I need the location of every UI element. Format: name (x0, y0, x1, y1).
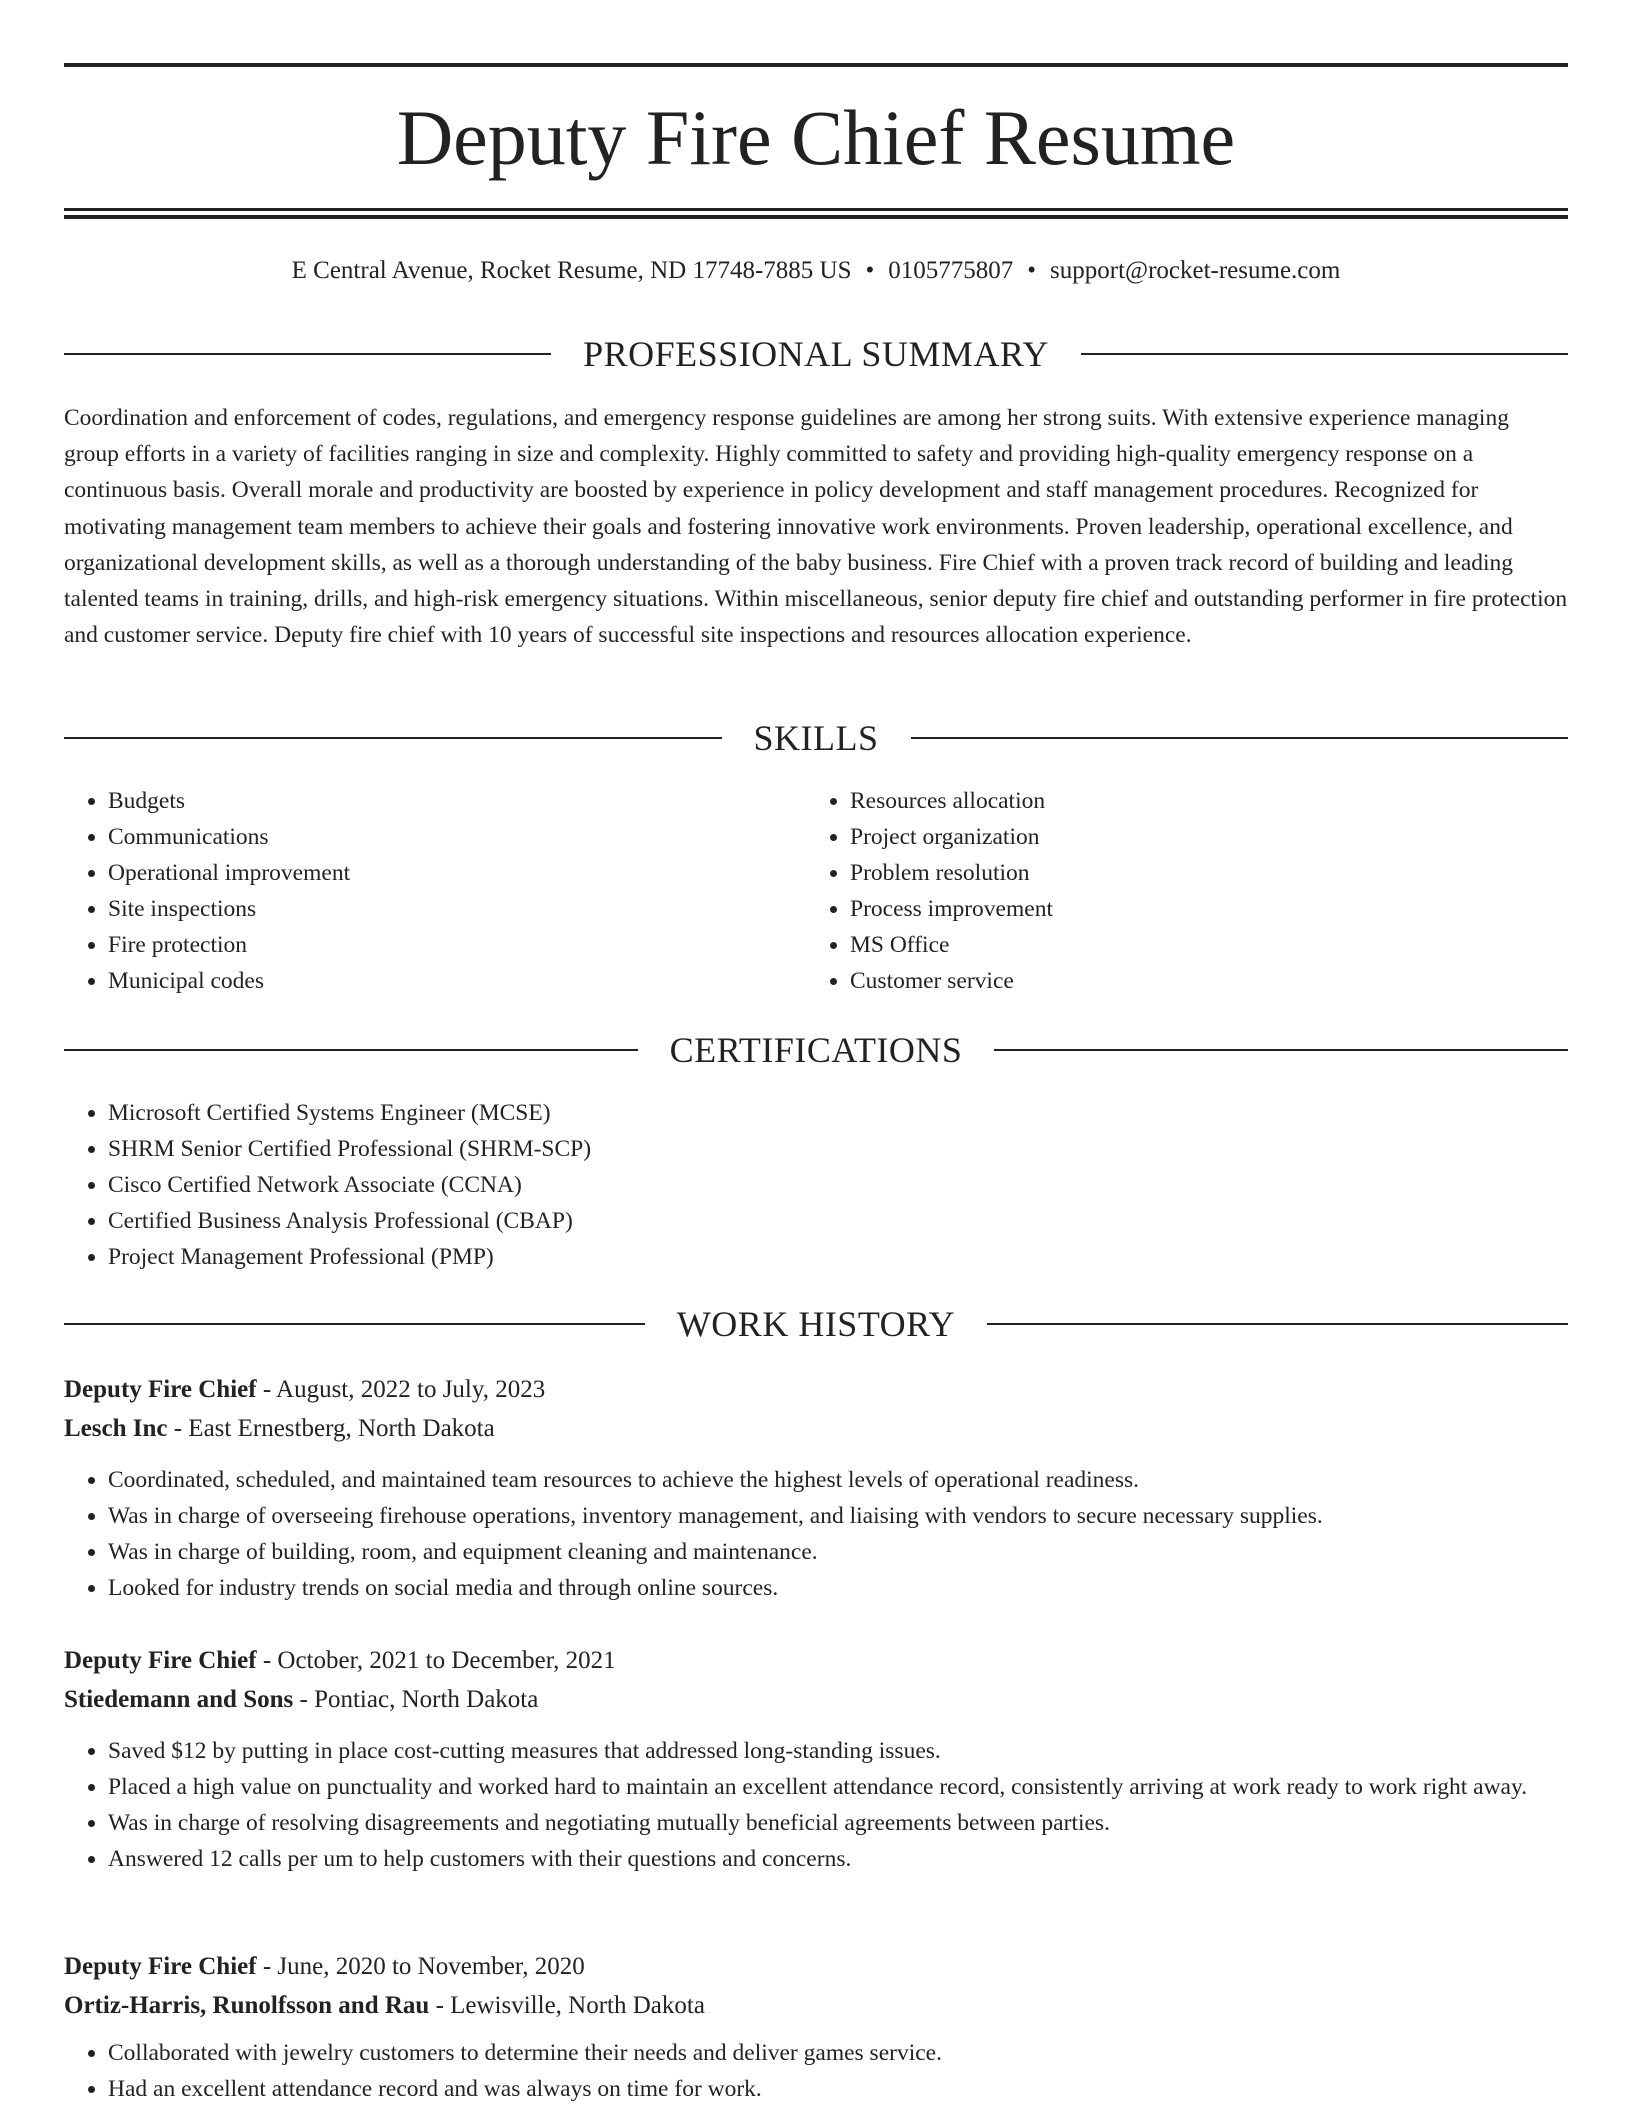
job-entry (64, 1641, 1568, 1877)
job-role: Deputy Fire Chief (64, 1953, 257, 1980)
list-item: • Had an excellent attendance record and was always on time for work. (108, 2071, 1568, 2107)
job-company-line (64, 1680, 1568, 1719)
section-rule (64, 353, 551, 355)
list-item: • Saved $12 by putting in place cost-cutting measures that addressed long-standing issues. (108, 1733, 1568, 1769)
job-company: Lesch Inc (64, 1415, 168, 1442)
section-title: SKILLS (753, 718, 879, 758)
job-entry (64, 1947, 1568, 2107)
job-company: Stiedemann and Sons (64, 1686, 294, 1713)
section-heading-work-history (64, 1302, 1568, 1346)
section-heading-certifications (64, 1028, 1568, 1072)
certifications-list (64, 1095, 1568, 1275)
list-item: • Problem resolution (850, 855, 1548, 891)
list-item: • Fire protection (108, 927, 806, 963)
job-company-line (64, 1409, 1568, 1448)
skills-column-left (64, 783, 806, 999)
list-item: • Coordinated, scheduled, and maintained team resources to achieve the highest levels of operational readiness. (108, 1462, 1568, 1498)
list-item: • Project organization (850, 819, 1548, 855)
list-item: • Communications (108, 819, 806, 855)
job-dates: - June, 2020 to November, 2020 (256, 1953, 585, 1980)
list-item: • Site inspections (108, 891, 806, 927)
job-company: Ortiz-Harris, Runolfsson and Rau (64, 1992, 430, 2019)
list-item: • MS Office (850, 927, 1548, 963)
job-dates: - October, 2021 to December, 2021 (256, 1647, 616, 1674)
list-item: • Looked for industry trends on social media and through online sources. (108, 1570, 1568, 1606)
header-bottom-rule (64, 208, 1568, 211)
list-item: • Cisco Certified Network Associate (CCNA) (108, 1167, 1568, 1203)
contact-line (64, 254, 1568, 288)
section-title: CERTIFICATIONS (669, 1030, 963, 1070)
list-item: • Budgets (108, 783, 806, 819)
job-company-line (64, 1986, 1568, 2025)
job-location: - East Ernestberg, North Dakota (167, 1415, 495, 1442)
section-rule (1081, 353, 1568, 355)
job-location: - Lewisville, North Dakota (429, 1992, 705, 2019)
section-title: WORK HISTORY (676, 1304, 956, 1344)
list-item: • Was in charge of building, room, and equipment cleaning and maintenance. (108, 1534, 1568, 1570)
list-item: • Resources allocation (850, 783, 1548, 819)
list-item: • Microsoft Certified Systems Engineer (MCSE) (108, 1095, 1568, 1131)
list-item: • Customer service (850, 963, 1548, 999)
job-role: Deputy Fire Chief (64, 1647, 257, 1674)
header-top-rule (64, 63, 1568, 67)
list-item: • Answered 12 calls per um to help customers with their questions and concerns. (108, 1841, 1568, 1877)
section-rule (987, 1323, 1568, 1325)
list-item: • Operational improvement (108, 855, 806, 891)
section-rule (64, 737, 722, 739)
section-heading-skills (64, 716, 1568, 760)
job-title-line (64, 1641, 1568, 1680)
section-rule (911, 737, 1569, 739)
list-item: • Certified Business Analysis Professional (CBAP) (108, 1203, 1568, 1239)
contact-separator: • (1027, 257, 1037, 284)
list-item: • SHRM Senior Certified Professional (SHRM-SCP) (108, 1131, 1568, 1167)
section-title: PROFESSIONAL SUMMARY (583, 334, 1049, 374)
job-location: - Pontiac, North Dakota (293, 1686, 539, 1713)
header-bottom-rule-2 (64, 215, 1568, 219)
section-heading-summary (64, 332, 1568, 376)
job-role: Deputy Fire Chief (64, 1376, 257, 1403)
list-item: • Municipal codes (108, 963, 806, 999)
skills-column-right (806, 783, 1548, 999)
contact-email: support@rocket-resume.com (1050, 257, 1341, 284)
contact-phone: 0105775807 (888, 257, 1014, 284)
list-item: • Project Management Professional (PMP) (108, 1239, 1568, 1275)
list-item: • Collaborated with jewelry customers to determine their needs and deliver games service. (108, 2035, 1568, 2071)
section-rule (64, 1323, 645, 1325)
contact-address: E Central Avenue, Rocket Resume, ND 17748-7885 US (291, 257, 852, 284)
list-item: • Was in charge of overseeing firehouse operations, inventory management, and liaising with vendors to secure necessary supplies. (108, 1498, 1568, 1534)
job-title-line (64, 1370, 1568, 1409)
list-item: • Was in charge of resolving disagreements and negotiating mutually beneficial agreements between parties. (108, 1805, 1568, 1841)
section-rule (994, 1049, 1568, 1051)
job-dates: - August, 2022 to July, 2023 (256, 1376, 546, 1403)
resume-title: Deputy Fire Chief Resume (396, 94, 1236, 181)
section-rule (64, 1049, 638, 1051)
job-title-line (64, 1947, 1568, 1986)
skills-list (64, 783, 1568, 999)
contact-separator: • (865, 257, 875, 284)
job-entry (64, 1370, 1568, 1606)
list-item: • Process improvement (850, 891, 1548, 927)
summary-text: Coordination and enforcement of codes, regulations, and emergency response guidelines are among her strong suits. With extensive experience managing group efforts in a variety of facilities ranging in size and complexity. Highly committed to safety and providing high-quality emergency response on a continuous basis. Overall morale and productivity are boosted by experience in policy development and staff management procedures. Recognized for motivating management team members to achieve their goals and fostering innovative work environments. Proven leadership, operational excellence, and organizational development skills, as well as a thorough understanding of the baby business. Fire Chief with a proven track record of building and leading talented teams in training, drills, and high-risk emergency situations. Within miscellaneous, senior deputy fire chief and outstanding performer in fire protection and customer service. Deputy fire chief with 10 years of successful site inspections and resources allocation experience. (64, 405, 1568, 649)
list-item: • Placed a high value on punctuality and worked hard to maintain an excellent attendance record, consistently arriving at work ready to work right away. (108, 1769, 1568, 1805)
